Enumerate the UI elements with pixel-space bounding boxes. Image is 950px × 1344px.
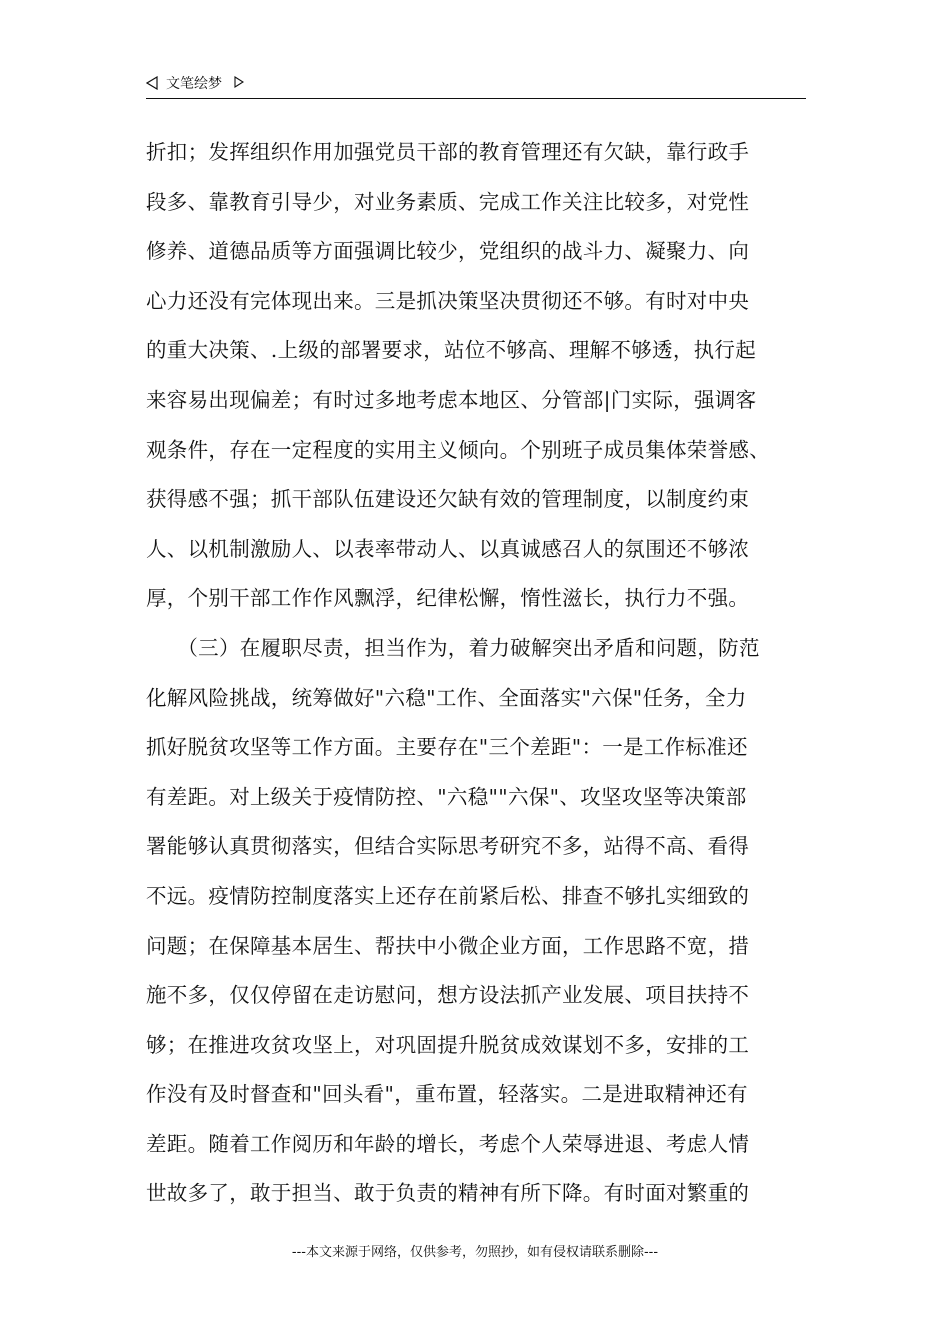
page-header: [146, 72, 806, 99]
header-title: 文笔绘梦: [166, 76, 222, 92]
text-line: 差距。随着工作阅历和年龄的增长，考虑个人荣辱进退、考虑人情: [146, 1131, 750, 1156]
text-line: 有差距。对上级关于疫情防控、"六稳""六保"、攻坚攻坚等决策部: [146, 784, 747, 809]
text-line: 获得感不强；抓干部队伍建设还欠缺有效的管理制度，以制度约束: [146, 487, 750, 512]
text-line: 问题；在保障基本居生、帮扶中小微企业方面，工作思路不宽，措: [146, 933, 750, 958]
text-line: 心力还没有完体现出来。三是抓决策坚决贯彻还不够。有时对中央: [146, 288, 750, 313]
text-line: （三）在履职尽责，担当作为，着力破解突出矛盾和问题，防范: [146, 635, 760, 660]
text-line: 不远。疫情防控制度落实上还存在前紧后松、排查不够扎实细致的: [146, 883, 750, 908]
text-line: 折扣；发挥组织作用加强党员干部的教育管理还有欠缺，靠行政手: [146, 140, 750, 164]
footer-disclaimer: ---本文来源于网络，仅供参考，勿照抄，如有侵权请联系删除---: [291, 1245, 659, 1260]
document-body: [146, 128, 810, 1219]
text-line: 观条件，存在一定程度的实用主义倾向。个别班子成员集体荣誉感、: [146, 437, 770, 462]
text-line: 作没有及时督查和"回头看"，重布置，轻落实。二是进取精神还有: [146, 1082, 748, 1107]
text-line: 修养、道德品质等方面强调比较少，党组织的战斗力、凝聚力、向: [146, 239, 750, 264]
right-triangle-icon: [234, 76, 244, 88]
text-line: 厚，个别干部工作作风飘浮，纪律松懈，惰性滋长，执行力不强。: [146, 586, 750, 611]
text-line: 的重大决策、.上级的部署要求，站位不够高、理解不够透，执行起: [146, 338, 757, 363]
text-line: 段多、靠教育引导少，对业务素质、完成工作关注比较多，对党性: [146, 189, 750, 214]
text-line: 够；在推进攻贫攻坚上，对巩固提升脱贫成效谋划不多，安排的工: [146, 1032, 750, 1057]
left-triangle-icon: [146, 76, 158, 90]
text-line: 署能够认真贯彻落实，但结合实际思考研究不多，站得不高、看得: [146, 834, 750, 859]
text-line: 抓好脱贫攻坚等工作方面。主要存在"三个差距"：一是工作标准还: [146, 735, 748, 760]
text-line: 世故多了，敢于担当、敢于负责的精神有所下降。有时面对繁重的: [146, 1181, 750, 1206]
text-line: 化解风险挑战，统筹做好"六稳"工作、全面落实"六保"任务，全力: [146, 685, 747, 710]
text-line: 施不多，仅仅停留在走访慰问，想方设法抓产业发展、项目扶持不: [146, 983, 750, 1008]
text-line: 来容易出现偏差；有时过多地考虑本地区、分管部|门实际，强调客: [146, 387, 757, 412]
text-line: 人、以机制激励人、以表率带动人、以真诚感召人的氛围还不够浓: [146, 536, 750, 561]
